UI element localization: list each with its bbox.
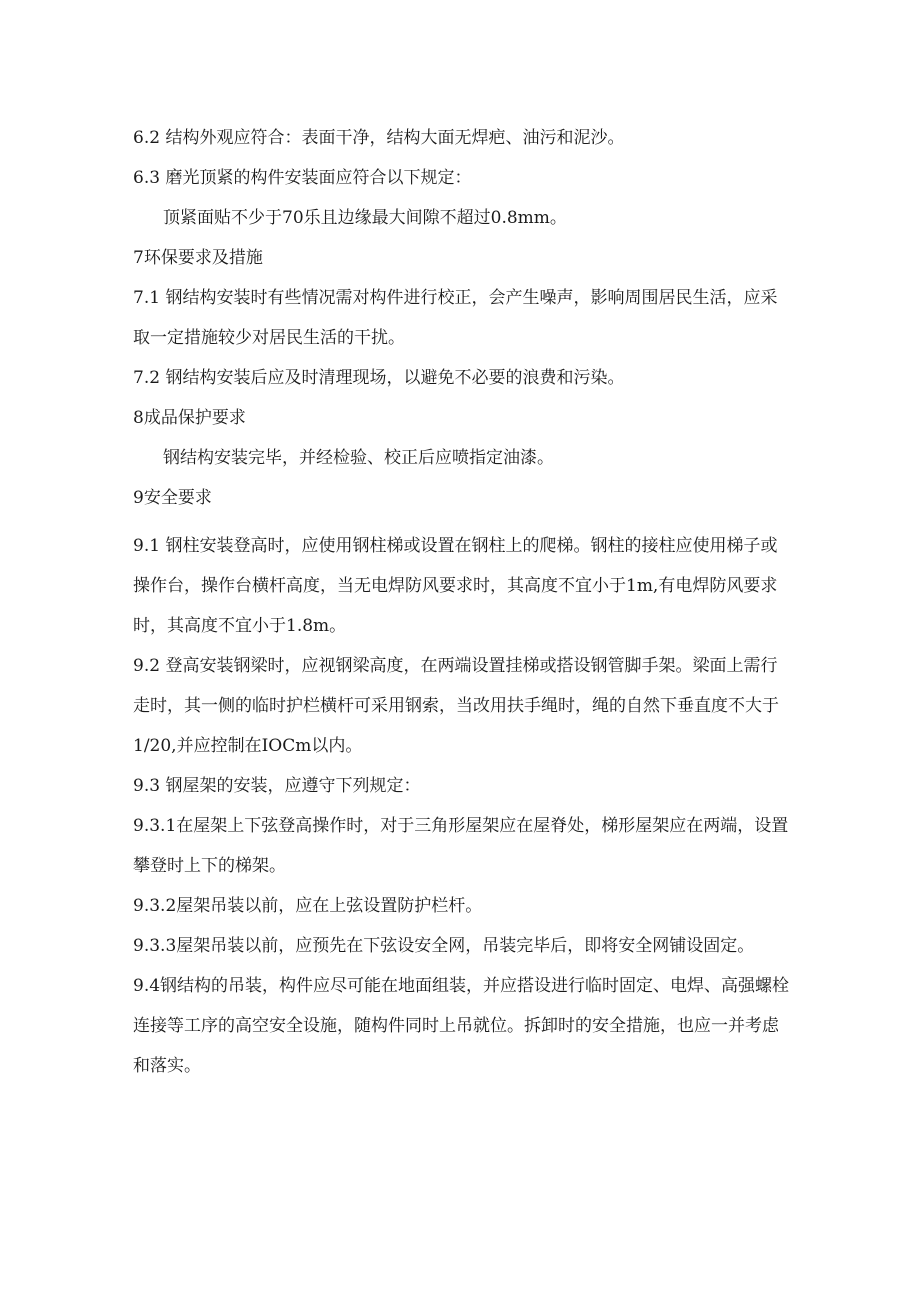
clause-9-3: 9.3 钢屋架的安装，应遵守下列规定：	[133, 776, 421, 796]
section-8-body: 钢结构安装完毕，并经检验、校正后应喷指定油漆。	[163, 448, 554, 468]
clause-9-3-2: 9.3.2屋架吊装以前，应在上弦设置防护栏杆。	[133, 896, 483, 916]
section-8-heading: 8成品保护要求	[133, 408, 246, 428]
clause-9-1: 9.1 钢柱安装登高时，应使用钢柱梯或设置在钢柱上的爬梯。钢柱的接柱应使用梯子或操作台，操作台横杆高度，当无电焊防风要求时，其高度不宜小于1m,有电焊防风要求时，其高度不宜小于1.8m。	[133, 536, 778, 636]
document-page	[133, 118, 793, 1086]
clause-6-3-detail: 顶紧面贴不少于70乐且边缘最大间隙不超过0.8mm。	[163, 208, 567, 228]
clause-7-2: 7.2 钢结构安装后应及时清理现场，以避免不必要的浪费和污染。	[133, 368, 625, 388]
clause-7-1: 7.1 钢结构安装时有些情况需对构件进行校正，会产生噪声，影响周围居民生活，应采取一定措施较少对居民生活的干扰。	[133, 288, 778, 348]
clause-9-3-3: 9.3.3屋架吊装以前，应预先在下弦设安全网，吊装完毕后，即将安全网铺设固定。	[133, 936, 755, 956]
section-9-heading: 9安全要求	[133, 488, 212, 508]
clause-9-2: 9.2 登高安装钢梁时，应视钢梁高度，在两端设置挂梯或搭设钢管脚手架。梁面上需行走时，其一侧的临时护栏横杆可采用钢索，当改用扶手绳时，绳的自然下垂直度不大于1/20,并应控制在IOCm以内。	[133, 656, 779, 756]
section-7-heading: 7环保要求及措施	[133, 248, 263, 268]
clause-9-4: 9.4钢结构的吊装，构件应尽可能在地面组装，并应搭设进行临时固定、电焊、高强螺栓连接等工序的高空安全设施，随构件同时上吊就位。拆卸时的安全措施，也应一并考虑和落实。	[133, 976, 790, 1076]
clause-6-3: 6.3 磨光顶紧的构件安装面应符合以下规定：	[133, 168, 472, 188]
clause-9-3-1: 9.3.1在屋架上下弦登高操作时，对于三角形屋架应在屋脊处，梯形屋架应在两端，设置攀登时上下的梯架。	[133, 816, 789, 876]
clause-6-2: 6.2 结构外观应符合：表面干净，结构大面无焊疤、油污和泥沙。	[133, 128, 625, 148]
